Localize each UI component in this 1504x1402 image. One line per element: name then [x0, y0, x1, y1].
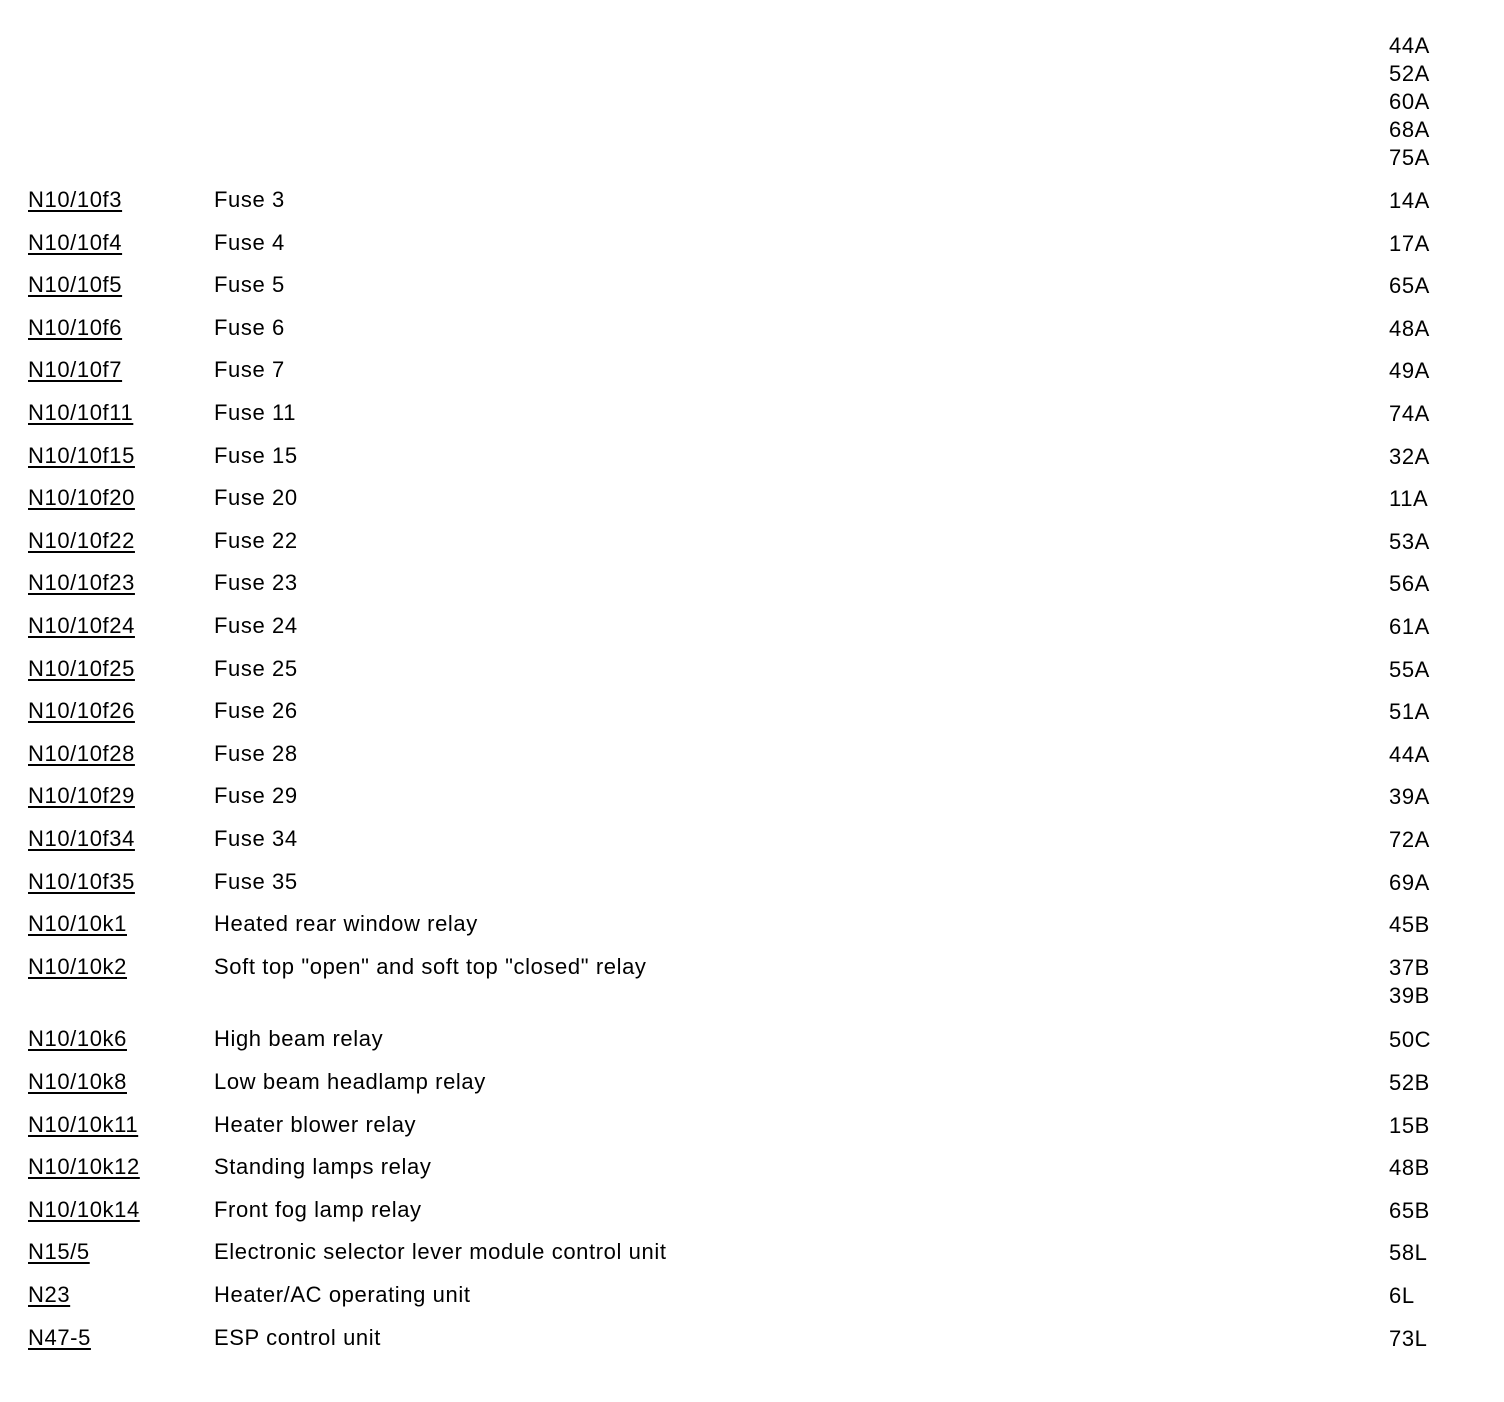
location-value: 44A	[1389, 741, 1430, 767]
location-value: 73L	[1389, 1325, 1428, 1351]
location-list	[1389, 869, 1430, 897]
location-list	[1389, 272, 1430, 300]
location-list	[1389, 954, 1430, 1010]
location-value: 68A	[1389, 117, 1430, 142]
location-value: 6L	[1389, 1283, 1415, 1308]
location-list	[1389, 570, 1430, 598]
table-row	[0, 783, 1504, 823]
table-row	[0, 1069, 1504, 1109]
component-code-link[interactable]: N10/10f25	[28, 655, 135, 681]
table-row	[0, 1325, 1504, 1365]
table-row	[0, 911, 1504, 951]
component-code-link[interactable]: N10/10f26	[28, 698, 135, 724]
table-row	[0, 1154, 1504, 1194]
table-row	[0, 1112, 1504, 1152]
table-row	[0, 1197, 1504, 1237]
location-value: 45B	[1389, 912, 1430, 938]
location-list	[1389, 1069, 1430, 1097]
location-value: 32A	[1389, 443, 1430, 469]
location-value: 52B	[1389, 1070, 1430, 1095]
component-code-link[interactable]: N10/10k6	[28, 1026, 127, 1052]
component-description: Fuse 5	[214, 272, 285, 298]
location-value: 55A	[1389, 656, 1430, 682]
component-description: Low beam headlamp relay	[214, 1069, 486, 1094]
component-code-link[interactable]: N10/10f24	[28, 613, 135, 638]
component-description: Standing lamps relay	[214, 1154, 432, 1180]
location-list	[1389, 230, 1430, 258]
location-list	[1389, 656, 1430, 684]
table-row	[0, 613, 1504, 653]
table-row	[0, 1026, 1504, 1066]
location-list	[1389, 1325, 1428, 1353]
component-description: Fuse 3	[214, 187, 285, 212]
location-list	[1389, 485, 1428, 513]
location-list	[1389, 357, 1430, 385]
location-value: 48A	[1389, 315, 1430, 341]
component-code-link[interactable]: N10/10f4	[28, 229, 123, 255]
component-description: Fuse 35	[214, 868, 298, 894]
component-description: Fuse 22	[214, 527, 298, 553]
location-value: 65A	[1389, 273, 1430, 299]
component-description: Heater blower relay	[214, 1111, 417, 1137]
component-code-link[interactable]: N10/10k1	[28, 911, 127, 937]
location-value: 53A	[1389, 528, 1430, 554]
component-description: ESP control unit	[214, 1324, 381, 1350]
component-code-link[interactable]: N10/10f28	[28, 740, 135, 766]
table-row	[0, 869, 1504, 909]
location-value: 52A	[1389, 61, 1430, 86]
component-description: Soft top "open" and soft top "closed" relay	[214, 953, 647, 979]
location-value: 11A	[1389, 486, 1429, 512]
location-list	[1389, 1154, 1430, 1182]
component-description: Fuse 15	[214, 442, 298, 468]
component-code-link[interactable]: N10/10f34	[28, 826, 135, 851]
location-value: 39B	[1389, 982, 1430, 1008]
location-list	[1389, 911, 1430, 939]
location-list	[1389, 187, 1430, 215]
table-row	[0, 230, 1504, 270]
location-list	[1389, 1239, 1428, 1267]
location-list	[1389, 613, 1430, 641]
location-value: 17A	[1389, 230, 1430, 256]
location-value: 15B	[1389, 1112, 1430, 1138]
component-description: Electronic selector lever module control unit	[214, 1239, 667, 1265]
location-value: 65B	[1389, 1197, 1430, 1223]
location-value: 60A	[1389, 89, 1430, 114]
component-code-link[interactable]: N10/10f3	[28, 187, 123, 212]
location-value: 58L	[1389, 1240, 1428, 1266]
location-list	[1389, 1282, 1415, 1310]
location-value: 14A	[1389, 188, 1430, 213]
component-code-link[interactable]: N47-5	[28, 1324, 91, 1350]
component-code-link[interactable]: N10/10f20	[28, 485, 135, 511]
location-list	[1389, 400, 1430, 428]
component-description: Front fog lamp relay	[214, 1196, 422, 1222]
location-list	[1389, 741, 1430, 769]
component-code-link[interactable]: N10/10f35	[28, 868, 135, 894]
component-code-link[interactable]: N10/10f11	[28, 400, 134, 425]
location-value: 56A	[1389, 571, 1430, 597]
table-row	[0, 1282, 1504, 1322]
location-value: 74A	[1389, 401, 1430, 426]
component-description: Heater/AC operating unit	[214, 1282, 471, 1307]
component-description: Fuse 26	[214, 698, 298, 724]
component-description: Fuse 6	[214, 314, 285, 340]
component-code-link[interactable]: N10/10k12	[28, 1154, 140, 1180]
location-list	[1389, 1026, 1431, 1054]
top-location-list	[1389, 32, 1430, 172]
component-description: Fuse 25	[214, 655, 298, 681]
component-code-link[interactable]: N15/5	[28, 1239, 90, 1265]
location-value: 69A	[1389, 869, 1430, 895]
component-code-link[interactable]: N10/10k2	[28, 953, 127, 979]
component-code-link[interactable]: N10/10f7	[28, 357, 123, 383]
table-row	[0, 272, 1504, 312]
component-code-link[interactable]: N10/10k11	[28, 1111, 139, 1137]
table-row	[0, 953, 1504, 1008]
location-list	[1389, 1112, 1430, 1140]
location-value: 51A	[1389, 699, 1430, 725]
component-description: Fuse 23	[214, 570, 298, 596]
table-row	[0, 443, 1504, 483]
location-value: 49A	[1389, 358, 1430, 384]
table-row	[0, 570, 1504, 610]
component-description: High beam relay	[214, 1026, 384, 1052]
location-list	[1389, 1197, 1430, 1225]
table-row	[0, 698, 1504, 738]
component-description: Fuse 29	[214, 783, 298, 809]
location-value: 37B	[1389, 954, 1430, 980]
location-list	[1389, 826, 1430, 854]
component-description: Fuse 11	[214, 400, 297, 425]
table-row	[0, 741, 1504, 781]
component-description: Fuse 24	[214, 613, 298, 638]
location-list	[1389, 528, 1430, 556]
component-code-link[interactable]: N10/10k8	[28, 1069, 127, 1094]
table-row	[0, 1239, 1504, 1279]
location-value: 72A	[1389, 827, 1430, 852]
table-row	[0, 187, 1504, 227]
location-value: 75A	[1389, 145, 1430, 170]
location-list	[1389, 698, 1430, 726]
component-code-link[interactable]: N10/10k14	[28, 1196, 140, 1222]
table-row	[0, 315, 1504, 355]
table-row	[0, 826, 1504, 866]
table-row	[0, 400, 1504, 440]
table-row	[0, 656, 1504, 696]
component-code-link[interactable]: N10/10f5	[28, 272, 123, 298]
location-list	[1389, 443, 1430, 471]
component-description: Fuse 20	[214, 485, 298, 511]
component-code-link[interactable]: N10/10f23	[28, 570, 135, 596]
component-description: Fuse 7	[214, 357, 285, 383]
component-code-link[interactable]: N10/10f15	[28, 442, 135, 468]
location-list	[1389, 783, 1430, 811]
component-code-link[interactable]: N10/10f6	[28, 314, 123, 340]
component-description: Fuse 28	[214, 740, 298, 766]
location-value: 61A	[1389, 614, 1430, 639]
table-row	[0, 528, 1504, 568]
location-value: 44A	[1389, 33, 1430, 58]
location-value: 39A	[1389, 784, 1430, 810]
location-value: 50C	[1389, 1027, 1432, 1053]
component-code-link[interactable]: N23	[28, 1282, 71, 1307]
component-code-link[interactable]: N10/10f22	[28, 527, 135, 553]
component-code-link[interactable]: N10/10f29	[28, 783, 135, 809]
table-row	[0, 357, 1504, 397]
component-description: Fuse 34	[214, 826, 298, 851]
component-description: Heated rear window relay	[214, 911, 478, 937]
location-list	[1389, 315, 1430, 343]
component-description: Fuse 4	[214, 229, 285, 255]
table-row	[0, 485, 1504, 525]
location-value: 48B	[1389, 1155, 1430, 1181]
